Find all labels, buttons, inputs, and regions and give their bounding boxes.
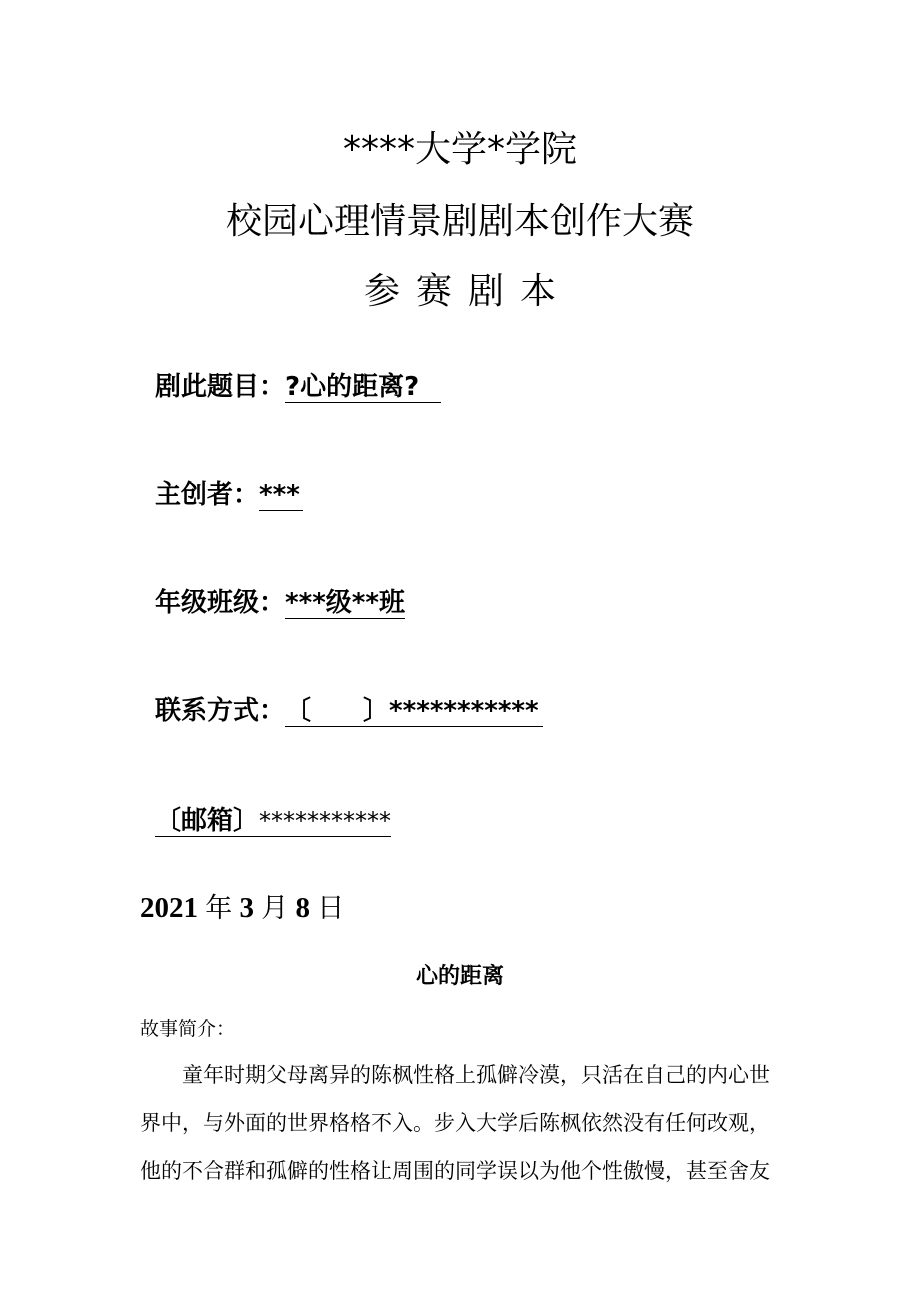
contact-bracket-open: 〔 bbox=[285, 696, 312, 726]
contest-title: 校园心理情景剧剧本创作大赛 bbox=[225, 201, 694, 242]
email-field bbox=[155, 804, 391, 838]
author-field bbox=[155, 478, 303, 512]
date-year: 2021 bbox=[140, 892, 198, 924]
school-title: ****大学*学院 bbox=[342, 129, 577, 170]
email-value-line bbox=[155, 806, 391, 837]
grade-class-label: 年级班级： bbox=[155, 588, 286, 618]
contact-field bbox=[155, 694, 543, 728]
email-label: 〔邮箱〕 bbox=[155, 806, 260, 836]
grade-class-field bbox=[155, 586, 405, 620]
date-year-unit: 年 bbox=[205, 893, 233, 924]
date-month: 3 bbox=[239, 892, 254, 924]
submission-date bbox=[140, 890, 344, 927]
contact-value: *********** bbox=[389, 696, 539, 726]
date-month-unit: 月 bbox=[261, 893, 289, 924]
synopsis-line: 童年时期父母离异的陈枫性格上孤僻冷漠，只活在自己的内心世 bbox=[182, 1063, 770, 1087]
synopsis-line: 他的不合群和孤僻的性格让周围的同学误以为他个性傲慢，甚至舍友 bbox=[140, 1159, 770, 1183]
date-day: 8 bbox=[295, 892, 310, 924]
date-day-unit: 日 bbox=[317, 893, 345, 924]
grade-class-value: ***级**班 bbox=[285, 588, 405, 618]
story-title: 心的距离 bbox=[415, 964, 504, 989]
author-label: 主创者： bbox=[155, 480, 260, 510]
email-value: *********** bbox=[259, 807, 392, 835]
play-title-field bbox=[155, 370, 441, 404]
play-title-value: ?心的距离? bbox=[285, 372, 441, 403]
author-value: *** bbox=[259, 480, 303, 511]
synopsis-label: 故事简介： bbox=[140, 1018, 236, 1040]
contact-bracket-close: 〕 bbox=[363, 696, 390, 726]
play-title-label: 剧此题目： bbox=[155, 372, 286, 402]
entry-heading: 参赛剧本 bbox=[363, 271, 572, 312]
contact-label: 联系方式： bbox=[155, 696, 286, 726]
synopsis-line: 界中，与外面的世界格格不入。步入大学后陈枫依然没有任何改观， bbox=[140, 1111, 770, 1135]
contact-value-line bbox=[285, 696, 543, 727]
